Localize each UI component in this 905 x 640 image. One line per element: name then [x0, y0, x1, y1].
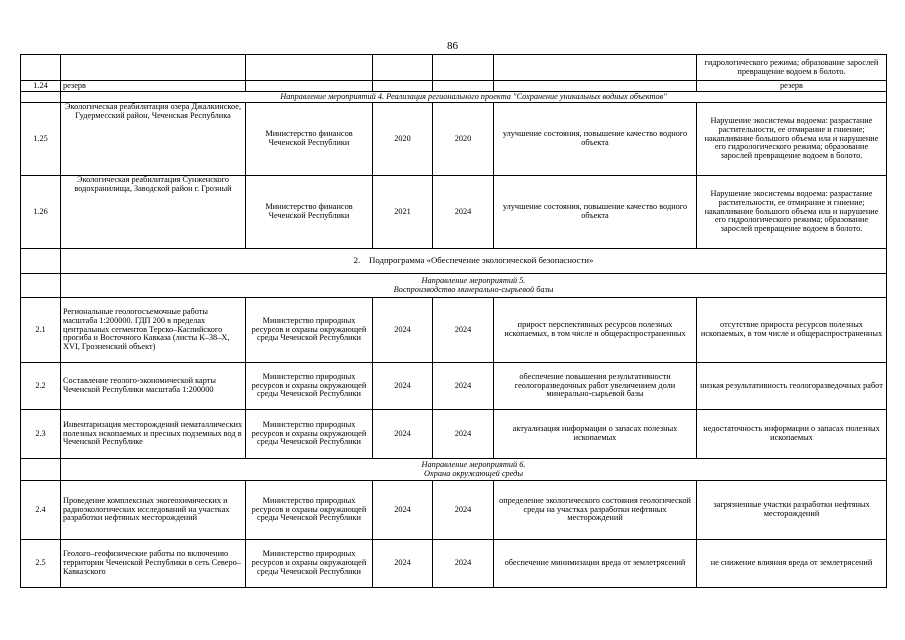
measure-name: Проведение комплексных экогеохимических и радиоэкологических исследований на участках разработки нефтяных месторождений: [61, 481, 246, 540]
table-row: [21, 176, 887, 249]
row-number: 2.5: [21, 540, 61, 588]
start-year: 2024: [373, 410, 433, 459]
measure-name: Экологическая реабилитация Сунженского водохранилища, Заводской район г. Грозный: [61, 176, 246, 249]
start-year: 2024: [373, 363, 433, 410]
expected-result: обеспечение минимизации вреда от землетрясений: [494, 540, 697, 588]
measure-name: Экологическая реабилитация озера Джалкинское, Гудермесский район, Чеченская Республика: [61, 103, 246, 176]
table-row: [21, 540, 887, 588]
section-header: [21, 274, 887, 298]
end-year: 2024: [433, 410, 494, 459]
table-row: [21, 481, 887, 540]
expected-result: улучшение состояния, повышение качество водного объекта: [494, 176, 697, 249]
end-year: 2024: [433, 176, 494, 249]
consequence: Нарушение экосистемы водоема: разрастание растительности, ее отмирание и гниение; накапливание большого объема ила и нарушение его гидрологического режима; образование зарослей превращение водоем в болото.: [697, 103, 887, 176]
subprogram-header: [21, 249, 887, 274]
end-year: 2020: [433, 103, 494, 176]
section-header: [21, 92, 887, 103]
end-year: 2024: [433, 481, 494, 540]
measure-name: Геолого–геофизические работы по включению территории Чеченской Республики в сеть Северо–Кавказского: [61, 540, 246, 588]
executor: Министерство финансов Чеченской Республики: [246, 176, 373, 249]
row-number: 2.1: [21, 298, 61, 363]
consequence: загрязненные участки разработки нефтяных месторождений: [697, 481, 887, 540]
row-number: 2.2: [21, 363, 61, 410]
end-year: 2024: [433, 298, 494, 363]
section-4-title: Направление мероприятий 4. Реализация регионального проекта "Сохранение уникальных водных объектов": [61, 92, 887, 103]
consequence: низкая результативность геологоразведочных работ: [697, 363, 887, 410]
section-5-line-1: Направление мероприятий 5.: [421, 275, 526, 285]
executor: Министерство природных ресурсов и охраны окружающей среды Чеченской Республики: [246, 540, 373, 588]
measures-table: [20, 54, 887, 588]
executor: Министерство природных ресурсов и охраны окружающей среды Чеченской Республики: [246, 363, 373, 410]
expected-result: обеспечение повышения результативности геологоразведочных работ увеличением доли минерально-сырьевой базы: [494, 363, 697, 410]
consequence-cell: гидрологического режима; образование зарослей превращение водоем в болото.: [697, 55, 887, 81]
start-year: 2020: [373, 103, 433, 176]
expected-result: определение экологического состояния геологической среды на участках разработки нефтяных месторождений: [494, 481, 697, 540]
row-number: 2.4: [21, 481, 61, 540]
expected-result: актуализация информации о запасах полезных ископаемых: [494, 410, 697, 459]
table-row: [21, 103, 887, 176]
section-5-title: [61, 274, 887, 298]
table-row: [21, 55, 887, 81]
table-row: [21, 81, 887, 92]
executor: Министерство природных ресурсов и охраны окружающей среды Чеченской Республики: [246, 481, 373, 540]
row-number: 2.3: [21, 410, 61, 459]
page-number: 86: [447, 40, 458, 52]
start-year: 2021: [373, 176, 433, 249]
subprogram-title: [61, 249, 887, 274]
end-year: 2024: [433, 540, 494, 588]
consequence: Нарушение экосистемы водоема: разрастание растительности, ее отмирание и гниение; накапливание большого объема ила и нарушение его гидрологического режима; образование зарослей превращение водоем в болото.: [697, 176, 887, 249]
subprogram-name: Подпрограмма «Обеспечение экологической безопасности»: [368, 255, 594, 266]
section-6-line-2: Охрана окружающей среды: [424, 468, 523, 478]
start-year: 2024: [373, 540, 433, 588]
table-row: [21, 363, 887, 410]
measure-name: Инвентаризация месторождений нематаллических полезных ископаемых и пресных подземных вод в Чеченской Республике: [61, 410, 246, 459]
result-cell: резерв: [697, 81, 887, 92]
executor: Министерство природных ресурсов и охраны окружающей среды Чеченской Республики: [246, 410, 373, 459]
start-year: 2024: [373, 298, 433, 363]
row-number: 1.24: [21, 81, 61, 92]
table-row: [21, 298, 887, 363]
start-year: 2024: [373, 481, 433, 540]
end-year: 2024: [433, 363, 494, 410]
section-6-line-1: Направление мероприятий 6.: [421, 459, 526, 469]
section-5-line-2: Воспроизводство минерально-сырьевой базы: [393, 284, 554, 294]
executor: Министерство природных ресурсов и охраны окружающей среды Чеченской Республики: [246, 298, 373, 363]
expected-result: прирост перспективных ресурсов полезных ископаемых, в том числе и общераспространенных: [494, 298, 697, 363]
subprogram-number: 2.: [353, 255, 361, 266]
executor: Министерство финансов Чеченской Республики: [246, 103, 373, 176]
measure-name: резерв: [61, 81, 246, 92]
section-6-title: [61, 459, 887, 481]
consequence: недостаточность информации о запасах полезных ископаемых: [697, 410, 887, 459]
measure-name: Составление геолого-экономической карты Чеченской Республики масштаба 1:200000: [61, 363, 246, 410]
consequence: отсутствие прироста ресурсов полезных ископаемых, в том числе и общераспространенных: [697, 298, 887, 363]
table-row: [21, 410, 887, 459]
section-header: [21, 459, 887, 481]
measure-name: Региональные геологосъемочные работы масштаба 1:200000. ГДП 200 в пределах центральных сегментов Терско–Каспийского прогиба и Восточного Кавказа (листы К–38–Х, XVI, Грозненский объект): [61, 298, 246, 363]
row-number: 1.25: [21, 103, 61, 176]
row-number: 1.26: [21, 176, 61, 249]
expected-result: улучшение состояния, повышение качество водного объекта: [494, 103, 697, 176]
consequence: не снижение влияния вреда от землетрясений: [697, 540, 887, 588]
